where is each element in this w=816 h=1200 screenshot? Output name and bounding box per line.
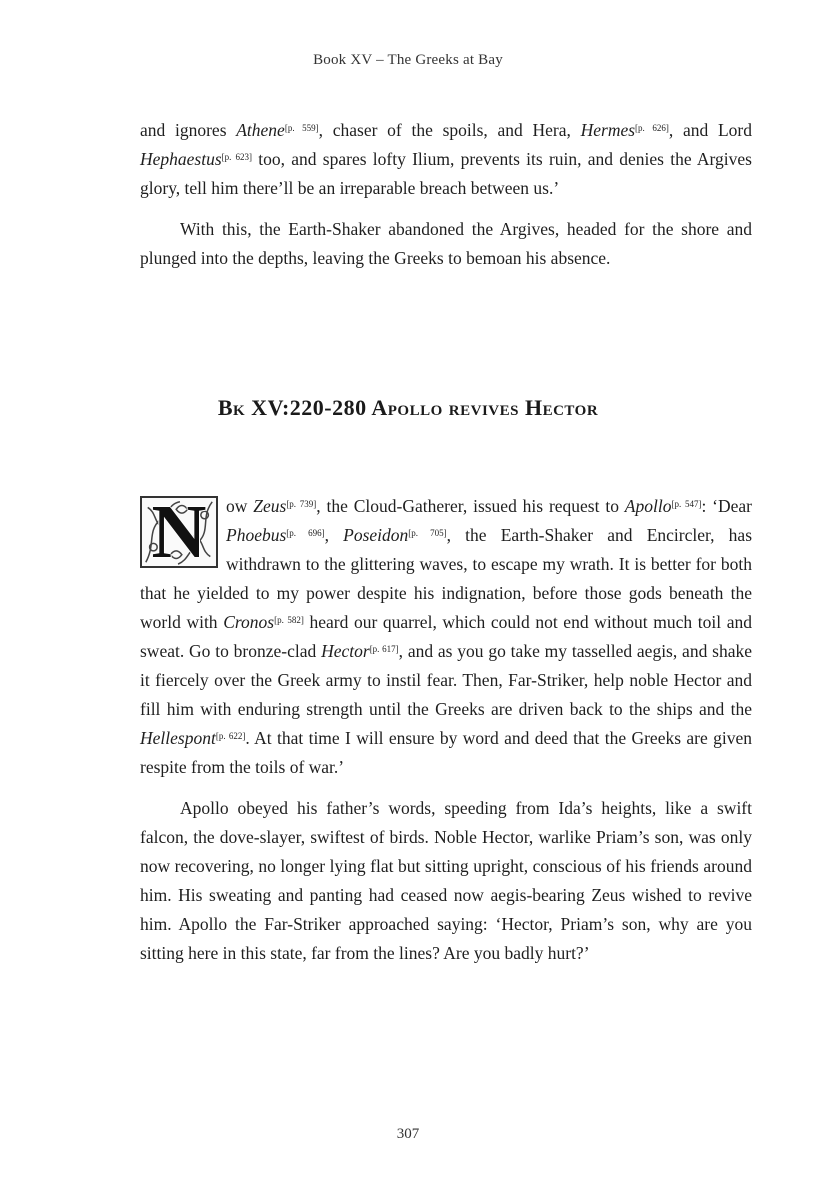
page-ref: [p. 626] xyxy=(635,123,669,133)
dropcap-ornament xyxy=(140,496,218,568)
text-run: too, and spares lofty Ilium, prevents its ruin, and denies the Argives glory, tell him there’ll be an irreparable breach between us.’ xyxy=(140,149,752,198)
text-run: , and as you go take my tasselled aegis, and shake it fiercely over the Greek army to instil fear. Then, Far-Striker, help noble Hector and fill him with enduring strength until the Greeks are driven back to the ships and the xyxy=(140,641,752,719)
main-text-block xyxy=(140,492,752,968)
page-ref: [p. 623] xyxy=(221,152,253,162)
paragraph-2: With this, the Earth-Shaker abandoned the Argives, headed for the shore and plunged into the depths, leaving the Greeks to bemoan his absence. xyxy=(140,219,752,268)
name-phoebus: Phoebus xyxy=(226,525,287,545)
paragraph-4: Apollo obeyed his father’s words, speeding from Ida’s heights, like a swift falcon, the dove-slayer, swiftest of birds. Noble Hector, warlike Priam’s son, was only now recovering, no longer lying flat but sitting upright, conscious of his friends around him. His sweating and panting had ceased now aegis-bearing Zeus wished to revive him. Apollo the Far-Striker approached saying: ‘Hector, Priam’s son, why are you sitting here in this state, far from the lines? Are you badly hurt?’ xyxy=(140,798,752,963)
name-apollo: Apollo xyxy=(624,496,672,516)
page-number: 307 xyxy=(396,1126,420,1142)
dropcap-letter: N xyxy=(151,496,207,568)
name-hermes: Hermes xyxy=(580,120,636,140)
top-text-block xyxy=(140,116,752,273)
page-ref: [p. 582] xyxy=(274,615,304,625)
section-heading: Bk XV:220-280 Apollo revives Hector xyxy=(217,395,599,420)
page-ref: [p. 739] xyxy=(286,499,317,509)
name-athene: Athene xyxy=(236,120,285,140)
text-run: , and Lord xyxy=(668,120,752,140)
page-ref: [p. 617] xyxy=(369,644,399,654)
text-run: : ‘Dear xyxy=(701,496,752,516)
text-run: ow xyxy=(226,496,254,516)
page-ref: [p. 559] xyxy=(284,123,319,133)
text-run: . At that time I will ensure by word and deed that the Greeks are given respite from the toils of war.’ xyxy=(140,728,753,777)
page-ref: [p. 622] xyxy=(215,731,246,741)
text-run: and ignores xyxy=(140,120,237,140)
name-hector: Hector xyxy=(321,641,370,661)
name-cronos: Cronos xyxy=(223,612,275,632)
text-run: , the Earth-Shaker and Encircler, has withdrawn to the glittering waves, to escape my wrath. It is better for both that he yielded to my power despite his indignation, before those gods beneath the world with xyxy=(140,525,753,632)
page-ref: [p. 547] xyxy=(671,499,702,509)
text-run: heard our quarrel, which could not end without much toil and sweat. Go to bronze-clad xyxy=(140,612,752,661)
name-hephaestus: Hephaestus xyxy=(140,149,222,169)
page-ref: [p. 696] xyxy=(286,528,325,538)
name-zeus: Zeus xyxy=(253,496,287,516)
name-poseidon: Poseidon xyxy=(343,525,409,545)
text-run: , chaser of the spoils, and Hera, xyxy=(318,120,581,140)
text-run: , xyxy=(324,525,344,545)
paragraph-3 xyxy=(140,492,752,782)
running-head: Book XV – The Greeks at Bay xyxy=(313,52,503,68)
name-hellespont: Hellespont xyxy=(140,728,216,748)
page-ref: [p. 705] xyxy=(408,528,447,538)
text-run: , the Cloud-Gatherer, issued his request to xyxy=(316,496,625,516)
paragraph-1 xyxy=(140,116,752,203)
